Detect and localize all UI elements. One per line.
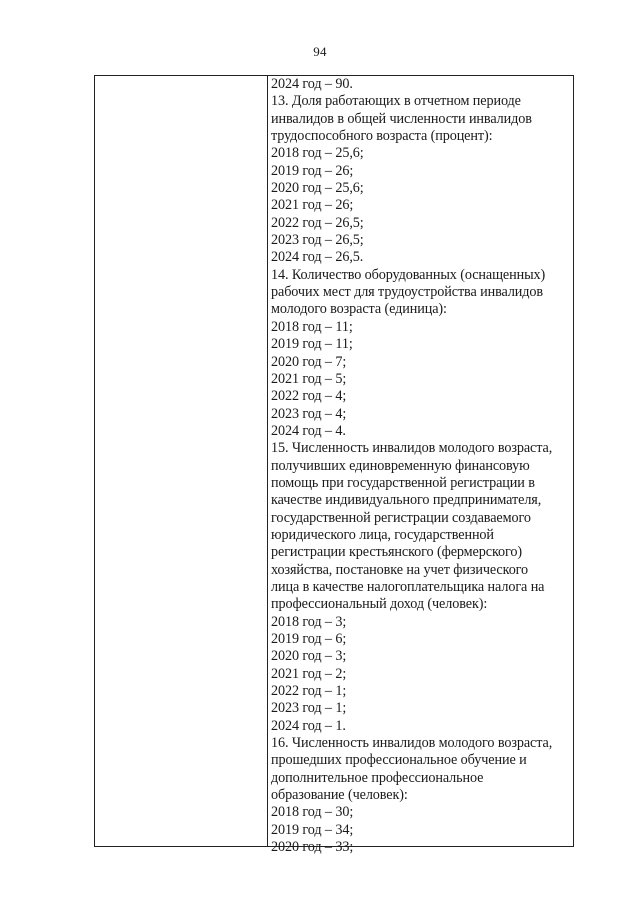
indicator-line: лица в качестве налогоплательщика налога на xyxy=(271,578,545,595)
indicator-line: качестве индивидуального предпринимателя, xyxy=(271,492,542,509)
indicator-line: помощь при государственной регистрации в xyxy=(271,474,535,491)
indicator-line: 2020 год – 33; xyxy=(271,839,354,856)
indicator-line: 2019 год – 26; xyxy=(271,162,354,179)
indicator-line: профессиональный доход (человек): xyxy=(271,596,488,613)
indicator-line: регистрации крестьянского (фермерского) xyxy=(271,544,522,561)
indicator-line: 2022 год – 26,5; xyxy=(271,214,364,231)
indicator-line: 2022 год – 4; xyxy=(271,388,347,405)
indicator-line: 2020 год – 3; xyxy=(271,648,347,665)
indicator-line: 2021 год – 5; xyxy=(271,370,347,387)
indicator-line: 2020 год – 25,6; xyxy=(271,180,364,197)
indicator-line: прошедших профессиональное обучение и xyxy=(271,752,527,769)
indicator-line: 2024 год – 4. xyxy=(271,422,346,439)
indicator-line: 2020 год – 7; xyxy=(271,353,347,370)
indicator-line: 2018 год – 11; xyxy=(271,318,353,335)
indicator-line: 16. Численность инвалидов молодого возраста, xyxy=(271,735,553,752)
column-divider xyxy=(267,75,268,847)
page-number: 94 xyxy=(313,44,327,59)
indicator-line: 2018 год – 25,6; xyxy=(271,145,364,162)
indicator-line: 2024 год – 90. xyxy=(271,76,353,92)
indicator-line: 15. Численность инвалидов молодого возраста, xyxy=(271,440,553,457)
indicator-line: 13. Доля работающих в отчетном периоде xyxy=(271,93,521,110)
indicator-line: 2021 год – 2; xyxy=(271,665,347,682)
indicator-line: 2021 год – 26; xyxy=(271,197,354,214)
indicators-cell xyxy=(271,76,571,856)
indicator-line: инвалидов в общей численности инвалидов xyxy=(271,110,532,127)
indicator-line: 2022 год – 1; xyxy=(271,683,347,700)
indicator-line: 2023 год – 26,5; xyxy=(271,232,364,249)
indicator-line: государственной регистрации создаваемого xyxy=(271,509,531,526)
indicator-line: 14. Количество оборудованных (оснащенных) xyxy=(271,266,546,283)
indicator-line: 2024 год – 1. xyxy=(271,717,346,734)
indicator-line: 2018 год – 3; xyxy=(271,613,347,630)
indicator-line: трудоспособного возраста (процент): xyxy=(271,128,493,145)
indicator-line: получивших единовременную финансовую xyxy=(271,457,530,474)
indicator-line: образование (человек): xyxy=(271,787,408,804)
indicator-line: хозяйства, постановке на учет физического xyxy=(271,561,529,578)
indicator-line: рабочих мест для трудоустройства инвалидов xyxy=(271,284,543,301)
indicator-line: дополнительное профессиональное xyxy=(271,769,484,786)
indicator-line: молодого возраста (единица): xyxy=(271,301,447,318)
indicator-line: 2023 год – 4; xyxy=(271,405,347,422)
indicator-line: 2019 год – 34; xyxy=(271,821,354,838)
indicator-line: 2023 год – 1; xyxy=(271,700,347,717)
indicator-line: 2019 год – 6; xyxy=(271,631,347,647)
indicator-line: 2018 год – 30; xyxy=(271,804,354,821)
indicator-line: 2024 год – 26,5. xyxy=(271,249,364,266)
indicator-line: юридического лица, государственной xyxy=(271,526,494,543)
indicator-line: 2019 год – 11; xyxy=(271,336,353,353)
